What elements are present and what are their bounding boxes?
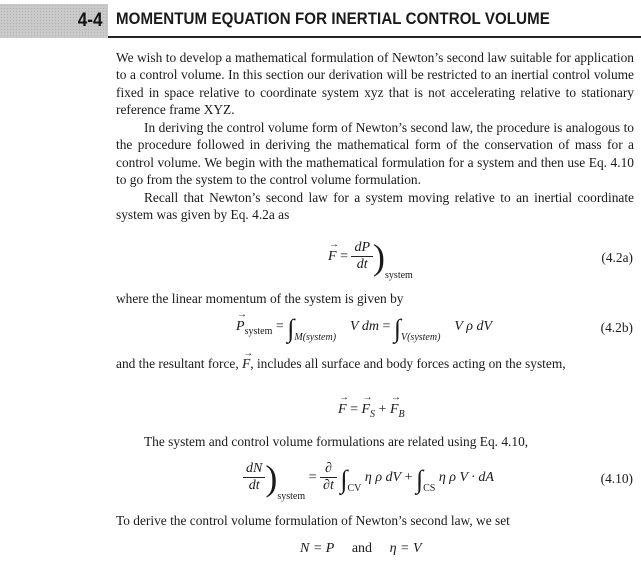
paragraph-4: where the linear momentum of the system is given by [116,291,404,306]
equation-4-2a: → F = $\frac{dP}{dt}$ )$_{system}$ [328,236,413,281]
equation-4-10: $\frac{dN}{dt}$ )$_{system}$ = $\frac{\partial}{\partial t}$ $\int_{CV}$ η ρ dV + $\int_{CS}$ η ρ V · dA [243,457,494,502]
paragraph-2: In deriving the control volume form of Newton’s second law, the procedure is analogous to the procedure followed in deriving the mathematical form of the conservation of mass for a control volume. We begin with the mathematical formulation for a system and then use Eq. 4.10 to go from the system to the control volume formulation. [116,120,634,188]
paragraph-3: Recall that Newton’s second law for a system moving relative to an inertial coordinate system was given by Eq. 4.2a as [116,190,634,223]
paragraph-5: and the resultant force, → F, includes all surface and body forces acting on the system, [116,355,634,372]
paragraph-7: To derive the control volume formulation of Newton’s second law, we set [116,513,510,528]
paragraph-1: We wish to develop a mathematical formulation of Newton’s second law suitable for application to a control volume. In this section our derivation will be restricted to an inertial control volume fixed in space relative to coordinate system xyz that is not accelerating relative to stationary reference frame XYZ. [116,50,634,118]
equation-number-4-10: (4.10) [600,471,633,486]
equation-set: N = P and η = V [300,541,422,556]
equation-4-2b: → $P_{system} = \int_{M(system)}$ V dm = $\int_{V(system)}$ V ρ dV [236,314,492,344]
paragraph-6: The system and control volume formulations are related using Eq. 4.10, [144,434,529,449]
section-title: MOMENTUM EQUATION FOR INERTIAL CONTROL VOLUME [116,10,550,28]
section-number: 4-4 [77,10,102,31]
equation-force: → F = → $F_S$ + → $F_B$ [338,402,405,420]
equation-number-4-2b: (4.2b) [600,320,633,335]
equation-number-4-2a: (4.2a) [601,250,633,265]
header-rule [108,36,641,38]
section-header [0,0,641,38]
section-number-box [0,4,108,38]
